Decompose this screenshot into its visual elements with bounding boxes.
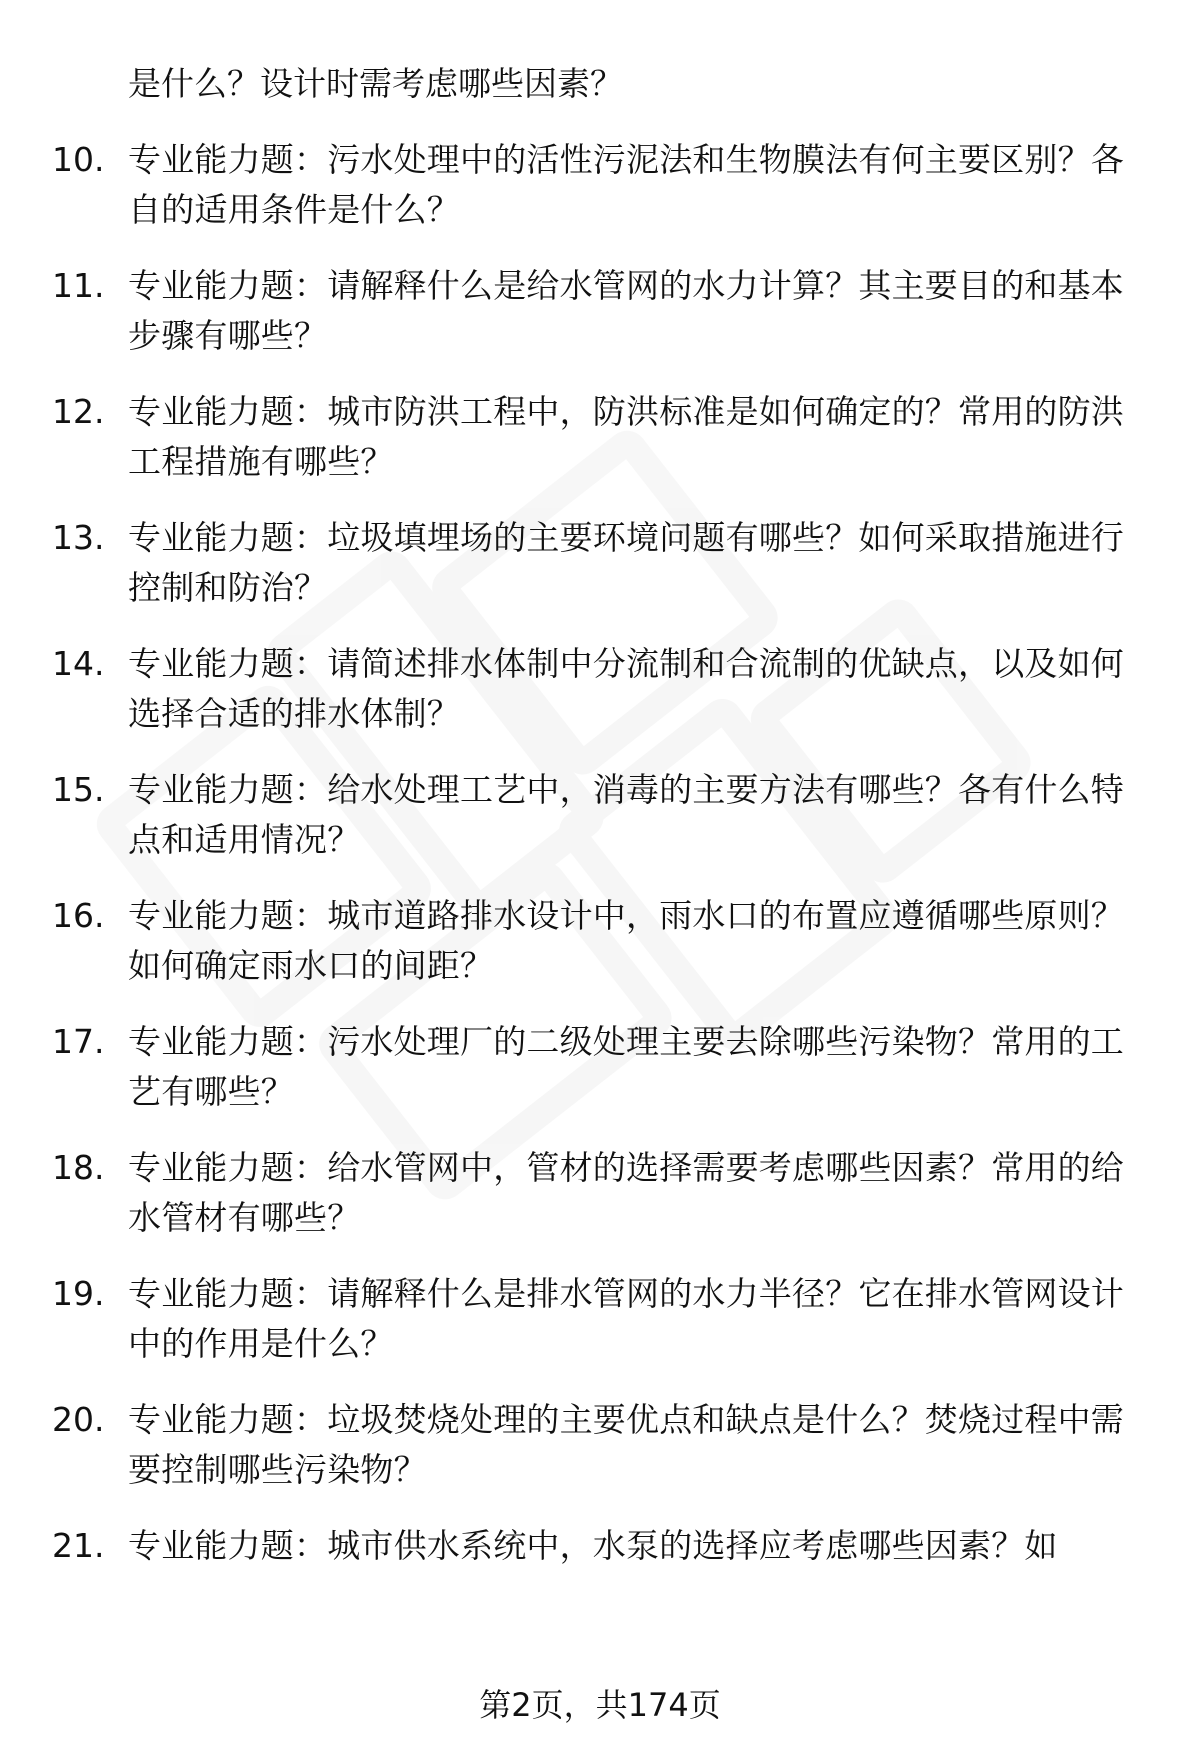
item-number: 14. [52,644,105,683]
item-text: 专业能力题：请解释什么是给水管网的水力计算？其主要目的和基本步骤有哪些？ [128,266,1124,355]
list-item [52,1143,1142,1243]
list-item [52,513,1142,613]
item-number: 16. [52,896,105,935]
list-item [52,891,1142,991]
item-number: 11. [52,266,105,305]
list-item [52,765,1142,865]
item-number: 12. [52,392,105,431]
list-item [52,261,1142,361]
continued-question-text: 是什么？设计时需考虑哪些因素？ [128,64,623,103]
item-number: 20. [52,1400,105,1439]
item-text: 专业能力题：给水管网中，管材的选择需要考虑哪些因素？常用的给水管材有哪些？ [128,1148,1124,1237]
item-text: 专业能力题：污水处理中的活性污泥法和生物膜法有何主要区别？各自的适用条件是什么？ [128,140,1124,229]
item-text: 专业能力题：城市供水系统中，水泵的选择应考虑哪些因素？如 [128,1526,1058,1565]
list-item [52,1521,1142,1571]
item-number: 21. [52,1526,105,1565]
item-number: 13. [52,518,105,557]
question-list [52,58,1142,1597]
page-footer: 第2页，共174页 [479,1686,721,1724]
list-item [52,135,1142,235]
item-text: 专业能力题：请解释什么是排水管网的水力半径？它在排水管网设计中的作用是什么？ [128,1274,1124,1363]
item-number: 15. [52,770,105,809]
list-item [52,639,1142,739]
item-number: 18. [52,1148,105,1187]
item-text: 专业能力题：污水处理厂的二级处理主要去除哪些污染物？常用的工艺有哪些？ [128,1022,1124,1111]
list-item [52,387,1142,487]
item-number: 10. [52,140,105,179]
item-number: 17. [52,1022,105,1061]
list-item [52,1269,1142,1369]
item-text: 专业能力题：垃圾填埋场的主要环境问题有哪些？如何采取措施进行控制和防治？ [128,518,1124,607]
item-text: 专业能力题：垃圾焚烧处理的主要优点和缺点是什么？焚烧过程中需要控制哪些污染物？ [128,1400,1124,1489]
item-text: 专业能力题：请简述排水体制中分流制和合流制的优缺点，以及如何选择合适的排水体制？ [128,644,1124,733]
list-item [52,1017,1142,1117]
item-text: 专业能力题：城市道路排水设计中，雨水口的布置应遵循哪些原则？如何确定雨水口的间距？ [128,896,1124,985]
item-text: 专业能力题：城市防洪工程中，防洪标准是如何确定的？常用的防洪工程措施有哪些？ [128,392,1124,481]
item-text: 专业能力题：给水处理工艺中，消毒的主要方法有哪些？各有什么特点和适用情况？ [128,770,1124,859]
list-item [52,1395,1142,1495]
item-number: 19. [52,1274,105,1313]
